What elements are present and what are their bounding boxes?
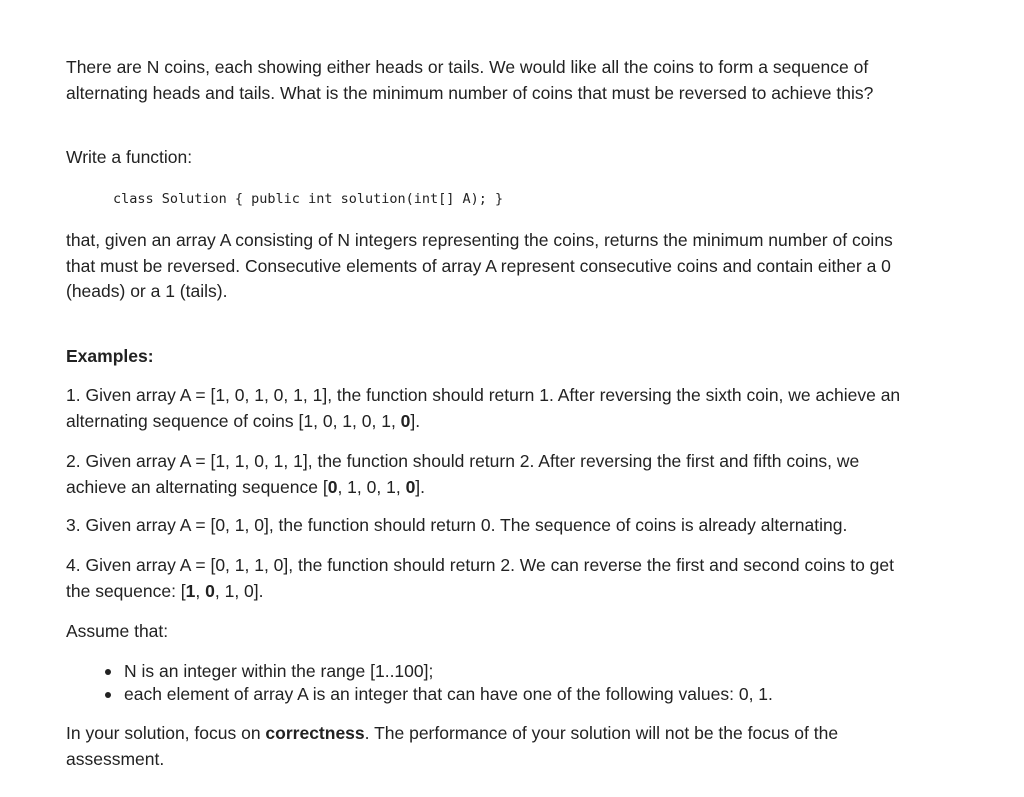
example-4-suffix: , 1, 0]. — [214, 580, 264, 601]
example-1-suffix: ]. — [410, 410, 421, 431]
intro-paragraph: There are N coins, each showing either heads or tails. We would like all the coins to form a sequence of alternating heads and tails. What is the minimum number of coins that must be reversed to achieve this? — [66, 57, 874, 103]
example-4-middle: , — [195, 580, 206, 601]
closing-paragraph — [66, 721, 916, 772]
examples-heading: Examples: — [66, 346, 154, 366]
closing-bold: correctness — [265, 723, 365, 743]
example-2-bold-2: 0 — [405, 476, 416, 497]
example-2-suffix: ]. — [415, 476, 426, 497]
assumptions-list — [102, 660, 773, 706]
example-1-bold: 0 — [400, 410, 411, 431]
bullet-icon — [105, 692, 111, 698]
example-4-bold-2: 0 — [205, 580, 215, 601]
closing-suffix: . The performance of your solution will not be the focus of the assessment. — [66, 723, 839, 769]
assume-label: Assume that: — [66, 621, 169, 641]
write-function-label: Write a function: — [66, 147, 193, 167]
example-1-text: 1. Given array A = [1, 0, 1, 0, 1, 1], the function should return 1. After reversing the sixth coin, we achieve an alternating sequence of coins [1, 0, 1, 0, 1, — [66, 385, 901, 431]
description-paragraph: that, given an array A consisting of N integers representing the coins, returns the minimum number of coins that must be reversed. Consecutive elements of array A represent consecutive coins and contain either a 0 (heads) or a 1 (tails). — [66, 230, 893, 301]
assumption-item — [102, 660, 773, 683]
example-4-bold: 1 — [185, 580, 196, 601]
example-1 — [66, 383, 916, 434]
example-4-text: 4. Given array A = [0, 1, 1, 0], the function should return 2. We can reverse the first and second coins to get the sequence: [ — [66, 555, 894, 601]
bullet-icon — [105, 669, 111, 675]
example-4 — [66, 553, 916, 604]
assumption-text: N is an integer within the range [1..100]; — [124, 661, 434, 681]
closing-text: In your solution, focus on — [66, 723, 266, 743]
example-2-bold: 0 — [327, 476, 338, 497]
code-signature: class Solution { public int solution(int[] A); } — [113, 191, 504, 207]
example-2-text: 2. Given array A = [1, 1, 0, 1, 1], the function should return 2. After reversing the first and fifth coins, we achieve an alternating sequence [ — [66, 451, 860, 497]
example-3: 3. Given array A = [0, 1, 0], the function should return 0. The sequence of coins is already alternating. — [66, 515, 848, 535]
example-2 — [66, 449, 916, 500]
example-2-middle: , 1, 0, 1, — [337, 476, 406, 497]
assumption-item — [102, 683, 773, 706]
assumption-text: each element of array A is an integer that can have one of the following values: 0, 1. — [124, 684, 773, 704]
